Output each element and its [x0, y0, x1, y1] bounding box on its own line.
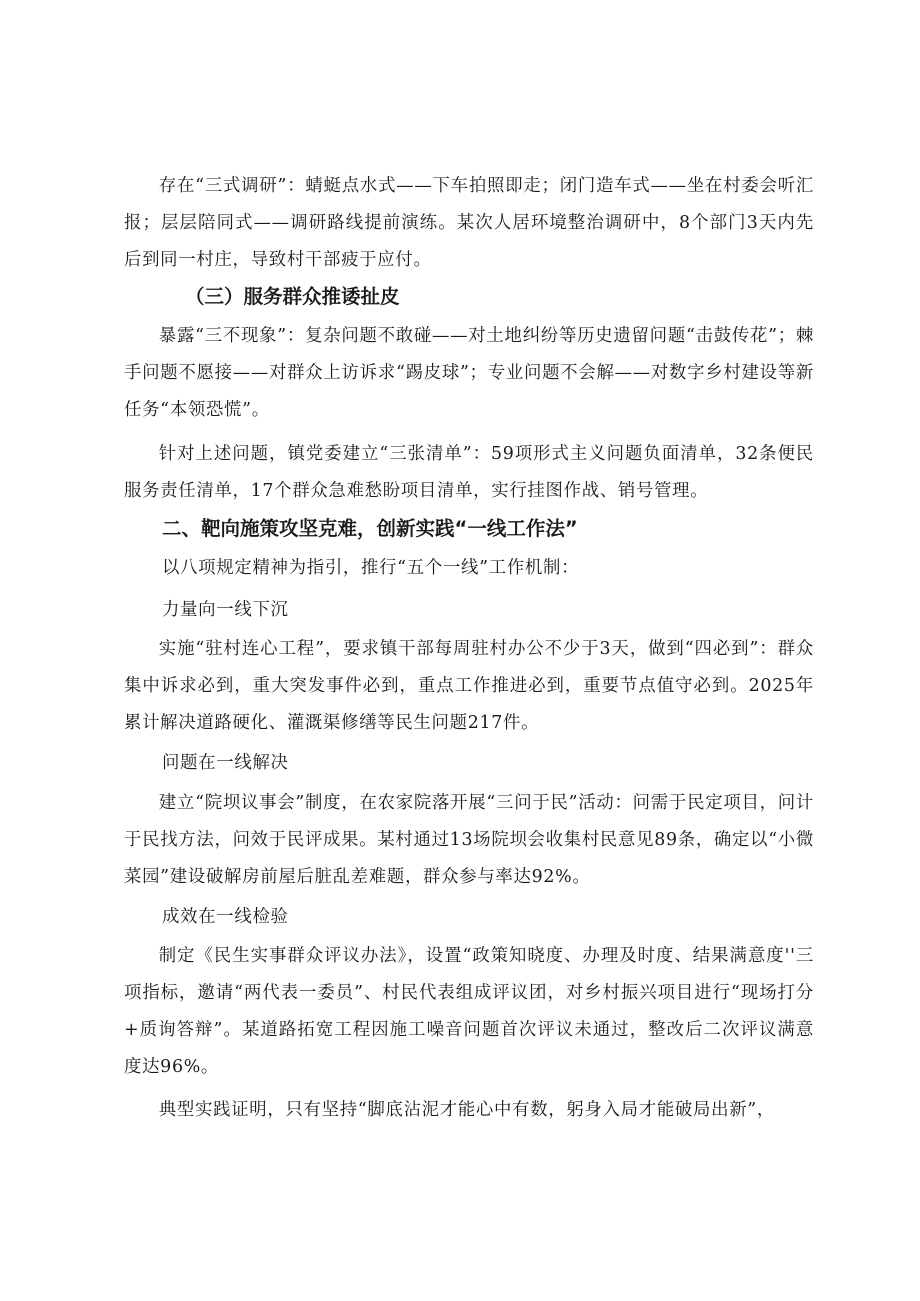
subheading-problem-solving: 问题在一线解决 [162, 753, 289, 773]
subheading-result-check: 成效在一线检验 [162, 907, 289, 927]
paragraph-three-lists: 针对上述问题，镇党委建立“三张清单”：59项形式主义问题负面清单，32条便民服务责任清单，17个群众急难愁盼项目清单，实行挂图作战、销号管理。 [124, 444, 814, 501]
paragraph-three-style-research: 存在“三式调研”：蜻蜓点水式——下车拍照即走；闭门造车式——坐在村委会听汇报；层层陪同式——调研路线提前演练。某次人居环境整治调研中，8个部门3天内先后到同一村庄，导致村干部疲于应付。 [124, 176, 814, 270]
heading-service-shirking: （三）服务群众推诿扯皮 [185, 285, 400, 308]
paragraph-courtyard-council: 建立“院坝议事会”制度，在农家院落开展“三问于民”活动：问需于民定项目，问计于民找方法，问效于民评成果。某村通过13场院坝会收集村民意见89条，确定以“小微菜园”建设破解房前屋后脏乱差难题，群众参与率达92%。 [124, 793, 814, 887]
paragraph-three-no-phenomena: 暴露“三不现象”：复杂问题不敢碰——对土地纠纷等历史遗留问题“击鼓传花”；棘手问题不愿接——对群众上访诉求“踢皮球”；专业问题不会解——对数字乡村建设等新任务“本领恐慌”。 [124, 326, 814, 420]
paragraph-evaluation-method: 制定《民生实事群众评议办法》，设置“政策知晓度、办理及时度、结果满意度''三项指标，邀请“两代表一委员”、村民代表组成评议团，对乡村振兴项目进行“现场打分+质询答辩”。某道路拓宽工程因施工噪音问题首次评议未通过，整改后二次评议满意度达96%。 [124, 946, 814, 1077]
paragraph-five-frontline: 以八项规定精神为指引，推行“五个一线”工作机制： [162, 558, 580, 578]
subheading-force-downward: 力量向一线下沉 [162, 600, 289, 620]
paragraph-village-project: 实施“驻村连心工程”，要求镇干部每周驻村办公不少于3天，做到“四必到”：群众集中诉求必到，重大突发事件必到，重点工作推进必到，重要节点值守必到。2025年累计解决道路硬化、灌溉渠修缮等民生问题217件。 [124, 639, 814, 733]
paragraph-conclusion: 典型实践证明，只有坚持“脚底沾泥才能心中有数，躬身入局才能破局出新”， [158, 1100, 775, 1120]
heading-section-two: 二、靶向施策攻坚克难，创新实践“一线工作法” [162, 517, 578, 540]
